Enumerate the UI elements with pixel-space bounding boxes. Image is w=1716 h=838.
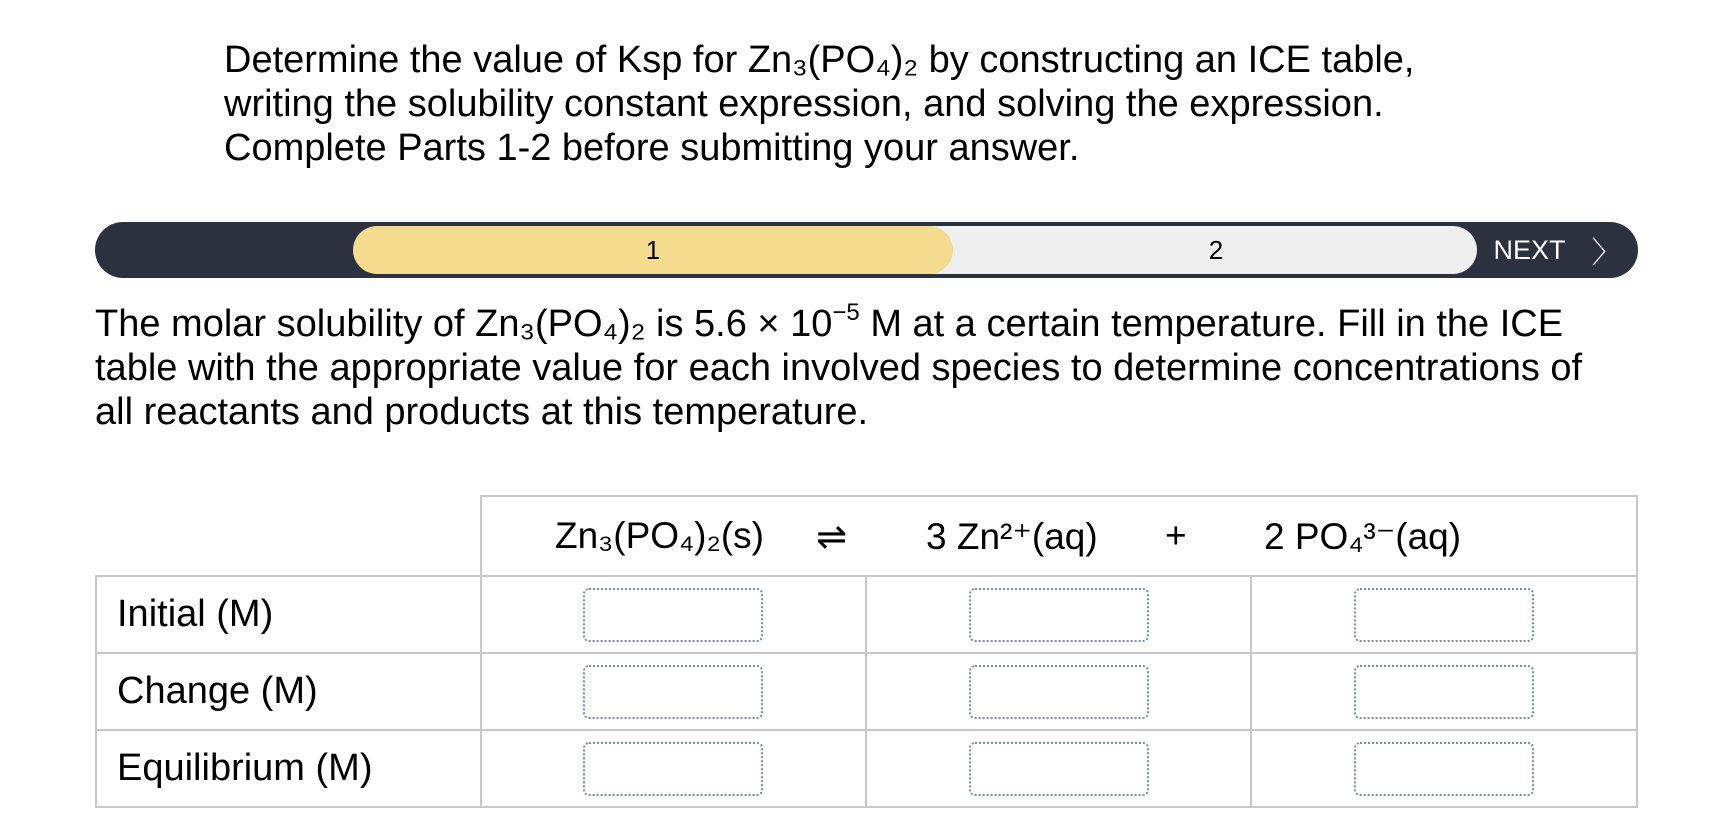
product-1-species: 3 Zn²⁺(aq) (926, 515, 1098, 557)
question-line-3: Complete Parts 1-2 before submitting your answer. (224, 127, 1080, 169)
prompt-line-2: table with the appropriate value for each involved species to determine concentrations of (95, 347, 1583, 389)
row-label-change: Change (M) (96, 653, 481, 730)
ice-row-equilibrium (96, 730, 1637, 807)
part-2-tab[interactable]: 2 (855, 226, 1477, 274)
ice-row-change (96, 653, 1637, 730)
initial-zn-input[interactable] (969, 588, 1149, 642)
exponent: −5 (832, 299, 860, 326)
initial-reactant-input[interactable] (583, 588, 763, 642)
part-progress-bar (95, 222, 1638, 278)
row-label-equilibrium: Equilibrium (M) (96, 730, 481, 807)
row-label-initial: Initial (M) (96, 576, 481, 653)
equilibrium-arrow-icon: ⇌ (816, 515, 848, 557)
product-2-species: 2 PO₄³⁻(aq) (1264, 515, 1462, 557)
prompt-line-1-end: M at a certain temperature. Fill in the ICE (859, 303, 1564, 345)
chevron-right-icon: 〉 (1591, 237, 1622, 270)
initial-po4-input[interactable] (1354, 588, 1534, 642)
ice-grid (95, 575, 1638, 808)
equilibrium-po4-input[interactable] (1354, 742, 1534, 796)
prompt-line-3: all reactants and products at this temperature. (95, 391, 869, 433)
reactant-species: Zn₃(PO₄)₂(s) (555, 515, 764, 556)
equilibrium-reactant-input[interactable] (583, 742, 763, 796)
question-text (224, 38, 1524, 170)
ice-equation-header (480, 495, 1638, 577)
equilibrium-zn-input[interactable] (969, 742, 1149, 796)
next-label: NEXT (1493, 234, 1566, 265)
change-po4-input[interactable] (1354, 665, 1534, 719)
next-button[interactable] (1477, 222, 1638, 278)
question-line-2: writing the solubility constant expression, and solving the expression. (224, 83, 1384, 125)
plus-sign: + (1165, 515, 1187, 556)
prompt-line-1 (95, 299, 1655, 346)
question-line-1: Determine the value of Ksp for Zn₃(PO₄)₂ by constructing an ICE table, (224, 39, 1415, 81)
prompt-line-1-start: The molar solubility of Zn₃(PO₄)₂ is 5.6 × 10 (95, 303, 833, 345)
change-zn-input[interactable] (969, 665, 1149, 719)
ice-row-initial (96, 576, 1637, 653)
part-1-tab[interactable]: 1 (353, 226, 953, 274)
part-prompt (95, 299, 1655, 434)
change-reactant-input[interactable] (583, 665, 763, 719)
